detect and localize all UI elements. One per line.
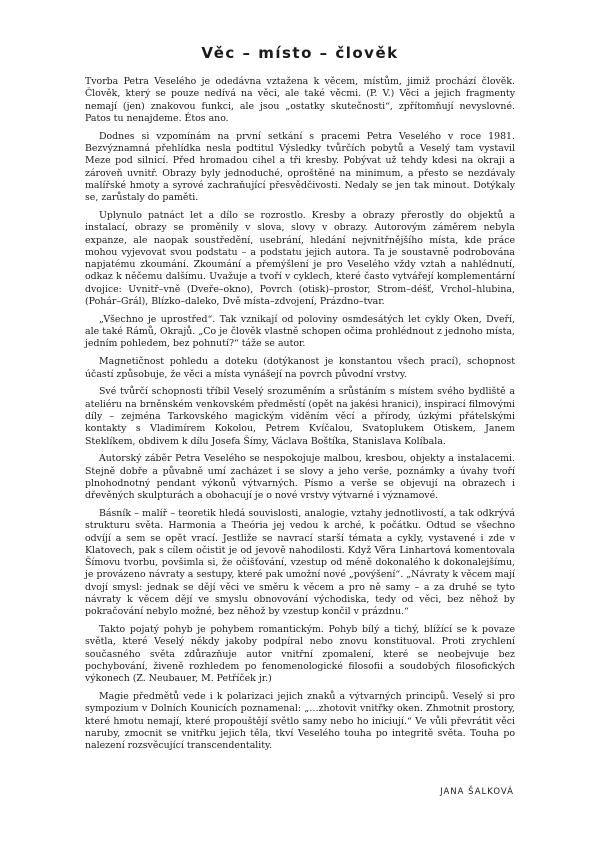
article-title: Věc – místo – člověk (201, 44, 399, 62)
paragraph: Tvorba Petra Veselého je odedávna vztažena k věcem, místům, jimiž prochází člověk. Člověk, který se pouze nedívá na věci, ale také věcmi. (P. V.) Věci a jejich fragmenty nemají (jen) znakovou funkci, ale jsou „ostatky skutečnosti“, zpřítomňují nevyslovné. Patos tu nenajdeme. Étos ano. (85, 76, 515, 124)
paragraph: „Všechno je uprostřed“. Tak vznikají od poloviny osmdesátých let cykly Oken, Dveří, ale také Rámů, Okrajů. „Co je člověk vlastně schopen očima prohlédnout z jednoho místa, jedním pohledem, bez pohnutí?“ táže se autor. (85, 313, 515, 350)
paragraph: Dodnes si vzpomínám na první setkání s pracemi Petra Veselého v roce 1981. Bezvýznamná přehlídka nesla podtitul Výsledky tvůrčích pobytů a Veselý tam vystavil Meze pod silnicí. Před hromadou cihel a tři kresby. Pobývat už tehdy kdesi na okraji a zároveň uvnitř. Obrazy byly jednoduché, oproštěné na minimum, a přesto se nezdávaly malířské hmoty a syrové zachraňující přesvědčivosti. Nedaly se jen tak minout. Dotýkaly se, zarůstaly do paměti. (85, 130, 515, 204)
author-signature: JANA ŠALKOVÁ (440, 787, 514, 797)
paragraph: Uplynulo patnáct let a dílo se rozrostlo. Kresby a obrazy přerostly do objektů a instalací, obrazy se proměnily v slova, slovy v obrazy. Autorovým záměrem nebyla expanze, ale naopak soustředění, usebrání, hledání nejvnitřnějšího místa, kde práce mohou vyjevovat svou podstatu – a podstatu jejich autora. Ta je soustavně podrobována napjatému zkoumání. Zkoumání a přemýšlení je pro Veselého vždy vztah a nahlédnutí, odkaz k něčemu dalšímu. Uvažuje a tvoří v cyklech, které často vytvářejí komplementární dvojice: Uvnitř–vně (Dveře–okno), Povrch (otisk)–prostor, Strom–déšť, Vrchol–hlubina, (Pohár–Grál), Blízko–daleko, Dvě místa–zdvojení, Prázdno–tvar. (85, 209, 515, 308)
paragraph: Autorský záběr Petra Veselého se nespokojuje malbou, kresbou, objekty a instalacemi. Stejně dobře a půvabně umí zacházet i se slovy a jeho verše, poznámky a úvahy tvoří plnohodnotný pendant výkonů výtvarných. Písmo a verše se objevují na obrazech i dřevěných skulpturách a obohacují je o nové vrstvy výtvarné i významové. (85, 453, 515, 502)
paragraph: Magie předmětů vede i k polarizaci jejich znaků a výtvarných principů. Veselý si pro sympozium v Dolních Kounicích poznamenal: „…zhotovit vnitřky oken. Zhmotnit prostory, které hmotu nemají, které propouštějí světlo samy nebo ho iniciují.“ Ve vůli převrátit věci naruby, zmocnit se vnitřku jejich těla, tkví Veselého touha po integritě světa. Touha po nalezení rozsvěcující transcendentality. (85, 691, 515, 752)
paragraph: Takto pojatý pohyb je pohybem romantickým. Pohyb bílý a tichý, blížící se k povaze světla, které Veselý někdy jakoby podpíral nebo znovu konstituoval. Proti zrychlení současného světa zdůrazňuje autor vnitřní zpomalení, které se neobejvuje bez pochybování, živeně rozhledem po fenomenologické filosofii a soudobých filosofických výkonech (Z. Neubauer, M. Petříček jr.) (85, 624, 515, 685)
paragraph: Magnetičnost pohledu a doteku (dotýkanost je konstantou všech prací), schopnost účastí způsobuje, že věci a místa vynášejí na povrch původní vrstvy. (85, 356, 515, 380)
paragraph: Své tvůrčí schopnosti tříbil Veselý srozuměním a srůstáním s místem svého bydliště a ateliéru na brněnském venkovském předměstí (opět na jakési hranici), inspirací filmovými díly – zejména Tarkovského magickým viděním věcí a přírody, úzkými přátelskými kontakty s Vladimírem Kokolou, Petrem Kvíčalou, Svatoplukem Otiskem, Janem Steklíkem, obdivem k dílu Josefa Šímy, Václava Boštíka, Stanislava Kolíbala. (85, 386, 515, 447)
article-body (85, 76, 515, 758)
paragraph: Básník – malíř – teoretik hledá souvislosti, analogie, vztahy jednotlivostí, a tak odkrývá strukturu světa. Harmonia a Theória jej vedou k arché, k počátku. Odtud se všechno odvíjí a sem se opět vrací. Jestliže se navrací starší témata a cykly, vystavené i zde v Klatovech, pak s cílem očistit je od jevově nahodilosti. Když Věra Linhartová komentovala Šímovu tvorbu, povšimla si, že očišťování, vzestup od méně dokonalého k dokonalejšímu, je provázeno návraty a sestupy, které pak umožní nové „povýšení“. „Návraty k věcem mají dvojí smysl: jednak se dějí věci ve směru k věcem a pro ně samy – a za druhé se tyto návraty k věcem dějí ve smyslu obnovování východiska, tedy od věci, bez něhož by pokračování nebylo možné, bez něhož by vzestup končil v prázdnu.“ (85, 508, 515, 618)
